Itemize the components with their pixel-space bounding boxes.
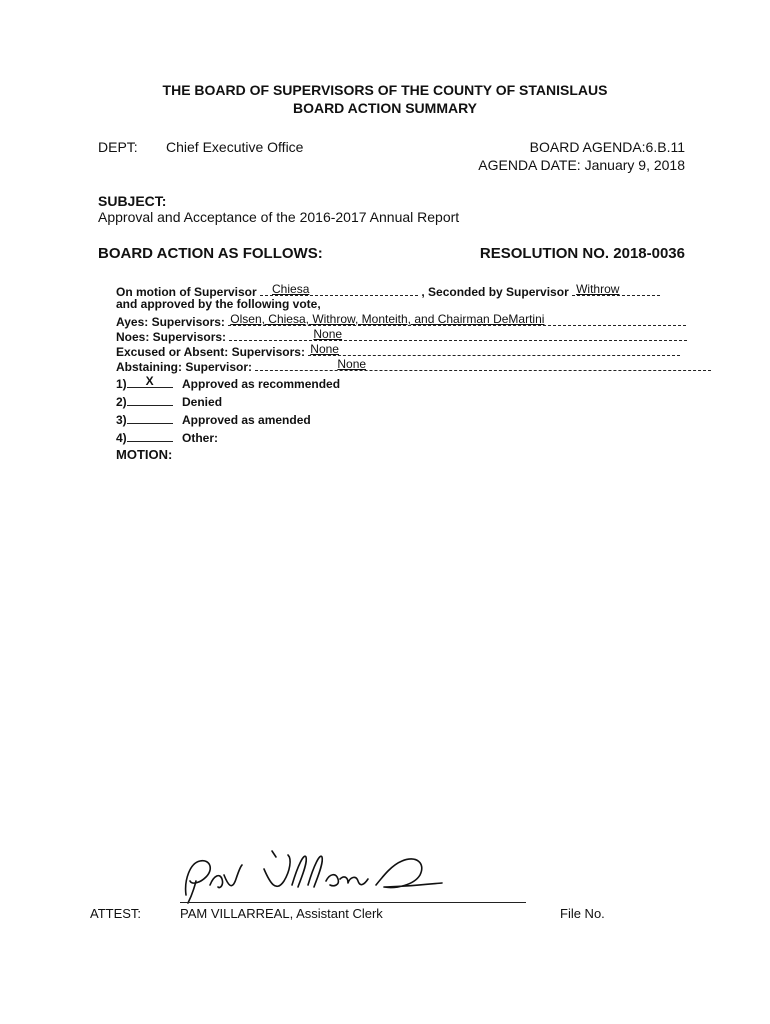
clerk-name: PAM VILLARREAL, Assistant Clerk [180, 906, 383, 921]
signature-line [180, 902, 526, 903]
option-number: 4) [116, 431, 127, 445]
on-motion-value: Chiesa [272, 282, 310, 296]
dept-value: Chief Executive Office [166, 139, 304, 155]
approved-line: and approved by the following vote, [116, 297, 321, 311]
excused-field [308, 342, 680, 356]
on-motion-label: On motion of Supervisor [116, 285, 257, 299]
subject-label: SUBJECT: [98, 193, 167, 209]
ayes-label: Ayes: Supervisors: [116, 315, 225, 329]
option-row [116, 428, 218, 445]
noes-value: None [313, 327, 343, 341]
option-label: Approved as recommended [182, 377, 341, 391]
agenda-date: AGENDA DATE: January 9, 2018 [478, 157, 685, 173]
seconded-field [572, 282, 660, 296]
attest-label: ATTEST: [90, 906, 142, 921]
board-agenda: BOARD AGENDA:6.B.11 [529, 139, 685, 155]
abstaining-row [116, 357, 711, 374]
board-action-label: BOARD ACTION AS FOLLOWS: [98, 245, 323, 262]
option-mark-field [127, 374, 173, 388]
option-label: Other: [182, 431, 219, 445]
option-number: 3) [116, 413, 127, 427]
option-mark-field [127, 410, 173, 424]
motion-label: MOTION: [116, 447, 173, 462]
excused-value: None [310, 342, 339, 356]
noes-label: Noes: Supervisors: [116, 330, 227, 344]
subject-text: Approval and Acceptance of the 2016-2017 Annual Report [98, 209, 460, 225]
option-label: Denied [182, 395, 223, 409]
on-motion-field [260, 282, 418, 296]
dept-label: DEPT: [98, 139, 138, 155]
excused-label: Excused or Absent: Supervisors: [116, 345, 305, 359]
noes-field [229, 327, 687, 341]
seconded-value: Withrow [576, 282, 620, 296]
document-title: THE BOARD OF SUPERVISORS OF THE COUNTY OF STANISLAUS [162, 82, 608, 98]
option-row [116, 392, 222, 409]
option-row [116, 410, 311, 427]
abstaining-label: Abstaining: Supervisor: [116, 360, 253, 374]
abstaining-value: None [337, 357, 367, 371]
option-number: 2) [116, 395, 127, 409]
document-subtitle: BOARD ACTION SUMMARY [292, 100, 478, 116]
option-label: Approved as amended [182, 413, 311, 427]
ayes-field [228, 312, 686, 326]
option-mark-field [127, 428, 173, 442]
seconded-label: , Seconded by Supervisor [421, 285, 569, 299]
signature-image [180, 845, 480, 905]
option-mark: X [145, 374, 154, 388]
option-mark-field [127, 392, 173, 406]
abstaining-field [255, 357, 711, 371]
option-row [116, 374, 340, 391]
ayes-value: Olsen, Chiesa, Withrow, Monteith, and Chairman DeMartini [230, 312, 545, 326]
file-number: File No. [560, 906, 605, 921]
resolution-number: RESOLUTION NO. 2018-0036 [479, 245, 685, 262]
option-number: 1) [116, 377, 127, 391]
